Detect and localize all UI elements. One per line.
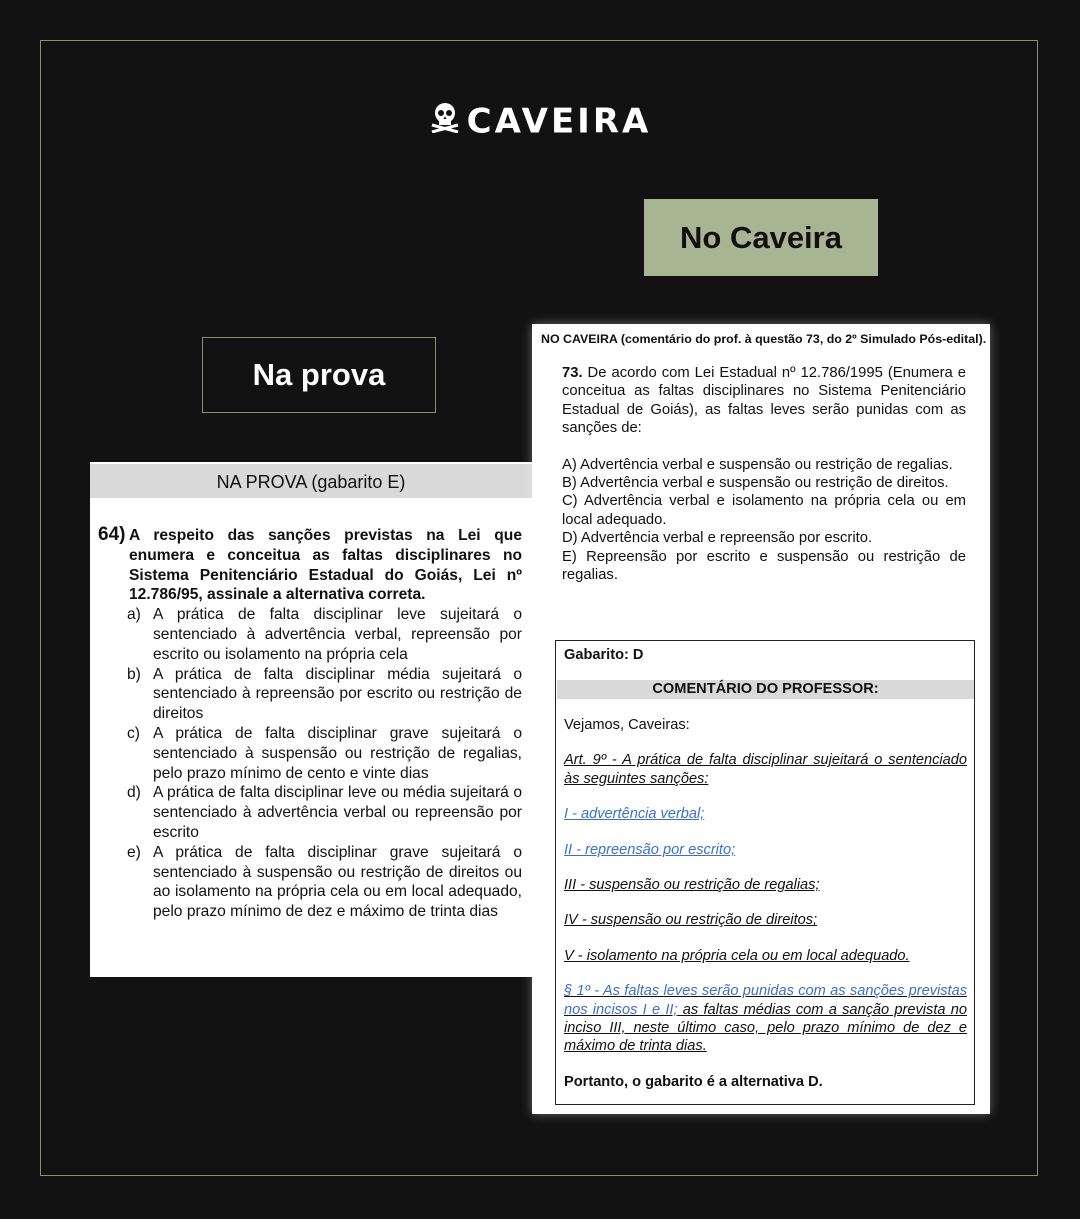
option-text: A prática de falta disciplinar média sujeitará o sentenciado à repreensão por escrito ou restrição de direitos (153, 665, 522, 723)
brand-logo (0, 100, 1080, 142)
exam-question (98, 526, 522, 922)
inciso-iii: III - suspensão ou restrição de regalias; (564, 877, 820, 894)
na-prova-tag: Na prova (202, 337, 436, 413)
professor-comment-box (555, 640, 975, 1105)
question-number: 64) (98, 524, 126, 545)
option-a: A) Advertência verbal e suspensão ou restrição de regalias. (562, 456, 953, 473)
question-number: 73. (562, 365, 583, 381)
option-text: A prática de falta disciplinar grave sujeitará o sentenciado à suspensão ou restrição de regalias, pelo prazo mínimo de cento e vinte dias (153, 724, 522, 782)
comment-header: COMENTÁRIO DO PROFESSOR: (557, 680, 974, 699)
inciso-ii: II - repreensão por escrito; (564, 841, 736, 858)
option-c: C) Advertência verbal e isolamento na própria cela ou em local adequado. (562, 493, 966, 528)
option-d (129, 783, 522, 842)
no-caveira-tag: No Caveira (644, 199, 878, 276)
question-stem: A respeito das sanções previstas na Lei que enumera e conceitua as faltas disciplinares no Sistema Penitenciário Estadual do Goiás, Lei nº 12.786/95, assinale a alternativa correta. (129, 527, 522, 604)
question-stem (562, 364, 966, 438)
paragraph-highlight: As faltas leves serão punidas com as sanções previstas nos incisos I e II; (564, 983, 968, 1018)
paragraph-prefix: § 1º - (564, 983, 603, 1000)
answer-key: Gabarito: D (564, 647, 644, 663)
brand-name: CAVEIRA (466, 101, 652, 142)
exam-question-card (90, 462, 532, 977)
option-letter: c) (127, 724, 140, 742)
option-letter: a) (127, 606, 141, 624)
option-e (129, 843, 522, 922)
caveira-card-header: NO CAVEIRA (comentário do prof. à questão 73, do 2º Simulado Pós-edital). (541, 332, 987, 346)
stem-text: De acordo com Lei Estadual nº 12.786/1995 (Enumera e conceitua as faltas disciplinares no Sistema Penitenciário Estadual de Goiás), as faltas leves serão punidas com as sanções de: (562, 365, 966, 437)
law-paragraph (564, 982, 967, 1056)
option-b: B) Advertência verbal e suspensão ou restrição de direitos. (562, 475, 949, 492)
option-e: E) Repreensão por escrito e suspensão ou restrição de regalias. (562, 548, 966, 584)
option-c (129, 724, 522, 783)
law-article: Art. 9º - A prática de falta disciplinar sujeitará o sentenciado às seguintes sanções: (564, 752, 967, 787)
comment-greeting: Vejamos, Caveiras: (564, 717, 690, 733)
option-letter: d) (127, 784, 141, 802)
inciso-v: V - isolamento na própria cela ou em local adequado. (564, 947, 910, 964)
option-text: A prática de falta disciplinar leve sujeitará o sentenciado à advertência verbal, repreensão por escrito ou isolamento na própria cela (153, 606, 522, 663)
caveira-question (562, 364, 966, 584)
option-text: A prática de falta disciplinar leve ou média sujeitará o sentenciado à advertência verbal ou repreensão por escrito (153, 784, 522, 841)
option-b (129, 665, 522, 724)
option-a (129, 605, 522, 664)
inciso-i: I - advertência verbal; (564, 806, 705, 823)
paragraph-rest: as faltas médias com a sanção prevista no inciso III, neste último caso, pelo prazo mínimo de dez e máximo de trinta dias. (564, 1001, 967, 1055)
option-letter: e) (127, 843, 141, 861)
option-letter: b) (127, 665, 141, 683)
skull-icon (429, 101, 461, 142)
option-d: D) Advertência verbal e repreensão por escrito. (562, 530, 873, 547)
inciso-iv: IV - suspensão ou restrição de direitos; (564, 912, 818, 929)
option-text: A prática de falta disciplinar grave sujeitará o sentenciado à suspensão ou restrição de direitos ou ao isolamento na própria cela ou em local adequado, pelo prazo mínimo de dez e máximo de trinta dias (153, 843, 522, 921)
exam-card-header: NA PROVA (gabarito E) (90, 464, 532, 498)
comment-conclusion: Portanto, o gabarito é a alternativa D. (564, 1073, 823, 1090)
